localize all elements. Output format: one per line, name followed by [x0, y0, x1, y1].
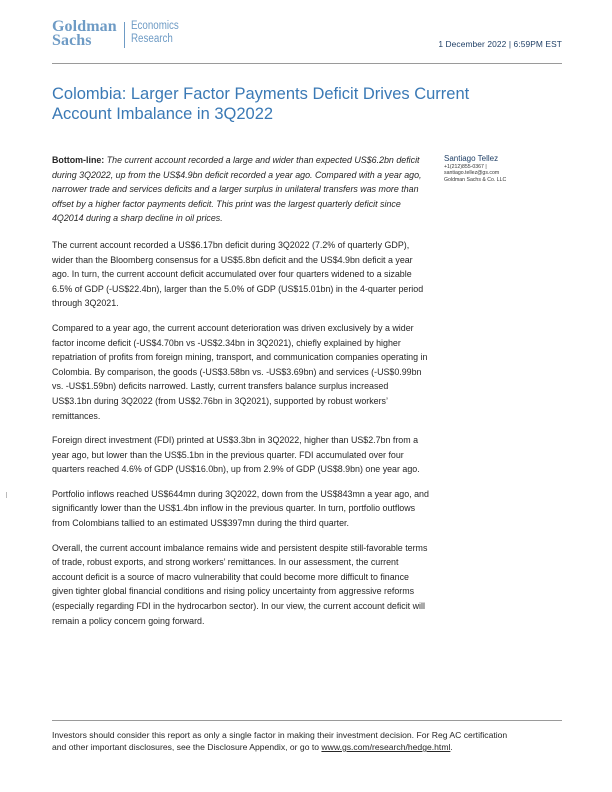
disclosure-text: Investors should consider this report as only a single factor in making their investment decision. For Reg AC certification and other important disclosures, see the Disclosure Appendix, or go to: [52, 730, 508, 752]
report-body: [52, 153, 430, 638]
division-line-1: Economics: [130, 20, 179, 32]
page-header: [52, 20, 562, 54]
author-name: Santiago Tellez: [444, 154, 499, 163]
body-paragraph-current-account: The current account recorded a US$6.17bn deficit during 3Q2022 (7.2% of quarterly GDP), wider than the Bloomberg consensus for a US$5.8bn deficit and the US$4.9bn deficit a year ago. In turn, the current account deficit accumulated over four quarters widened to a sizable 6.5% of GDP (-US$22.4bn), larger than the 5.0% of GDP (US$15.01bn) in the 4-quarter period through 3Q2021.: [52, 239, 424, 309]
body-paragraph-drivers: Compared to a year ago, the current account deterioration was driven exclusively by a wider factor income deficit (-US$4.70bn vs -US$2.34bn in 3Q2021), chiefly explained by higher repatriation of profits from foreign mining, transport, and communication companies operating in Colombia. By comparison, the goods (-US$3.58bn vs. -US$3.69bn) and services (-US$0.99bn vs. -US$1.59bn) deficits narrowed. Lastly, current transfers balance surplus increased US$3.1bn during 3Q2022 (from US$2.76bn in 3Q2021), supported by robust workers’ remittances.: [52, 322, 428, 421]
body-paragraph-fdi: Foreign direct investment (FDI) printed at US$3.3bn in 3Q2022, higher than US$2.7bn from a year ago, but lower than the US$5.1bn in the previous quarter. FDI accumulated over four quarters reached 4.6% of GDP (US$16.0bn), up from 2.9% of GDP (US$8.9bn) one year ago.: [52, 435, 420, 475]
author-block: [444, 154, 564, 183]
brand-line-1: Goldman: [52, 18, 117, 35]
brand-wordmark: [52, 20, 117, 48]
header-divider: [52, 63, 562, 64]
bottom-line-text: The current account recorded a large and wider than expected US$6.2bn deficit during 3Q2022, up from the US$4.9bn deficit recorded a year ago. Compared with a year ago, narrower trade and services deficits and a larger surplus in unilateral transfers was more than offset by a higher factor payments deficit. This print was the largest quarterly deficit since 4Q2014 during a sharp decline in oil prices.: [52, 155, 422, 224]
author-firm: Goldman Sachs & Co. LLC: [444, 176, 507, 183]
footer-divider: [52, 720, 562, 721]
bottom-line-paragraph: [52, 153, 430, 226]
disclosure-link[interactable]: www.gs.com/research/hedge.html: [321, 742, 451, 752]
disclosure-period: .: [450, 742, 453, 752]
goldman-sachs-logo: [52, 20, 187, 52]
body-paragraph-portfolio: Portfolio inflows reached US$644mn during 3Q2022, down from the US$843mn a year ago, and significantly lower than the US$1.4bn inflow in the previous quarter. In turn, portfolio outflows from Colombians tallied to an estimated US$397mn during the third quarter.: [52, 488, 429, 529]
division-name: [131, 20, 179, 45]
margin-mark: [6, 492, 7, 498]
body-paragraph-outlook: Overall, the current account imbalance remains wide and persistent despite still-favorable terms of trade, robust exports, and strong workers’ remittances. In our assessment, the current account deficit is a source of macro vulnerability that could become more difficult to finance given tighter global financial conditions and rising policy uncertainty from aggressive reforms (especially regarding FDI in the hydrocarbon sector). In our view, the current account deficit will remain a policy concern going forward.: [52, 542, 428, 626]
publication-date: 1 December 2022 | 6:59PM EST: [438, 39, 562, 49]
report-title: Colombia: Larger Factor Payments Deficit Drives Current Account Imbalance in 3Q2022: [52, 85, 470, 123]
brand-line-2: Sachs: [52, 32, 92, 49]
division-line-2: Research: [130, 32, 173, 45]
author-phone: +1(212)855-0367 |: [444, 164, 487, 170]
disclosure-footer: [52, 729, 522, 753]
bottom-line-label: Bottom-line:: [52, 155, 105, 165]
logo-divider: [124, 22, 125, 48]
author-email[interactable]: santiago.tellez@gs.com: [444, 170, 500, 177]
